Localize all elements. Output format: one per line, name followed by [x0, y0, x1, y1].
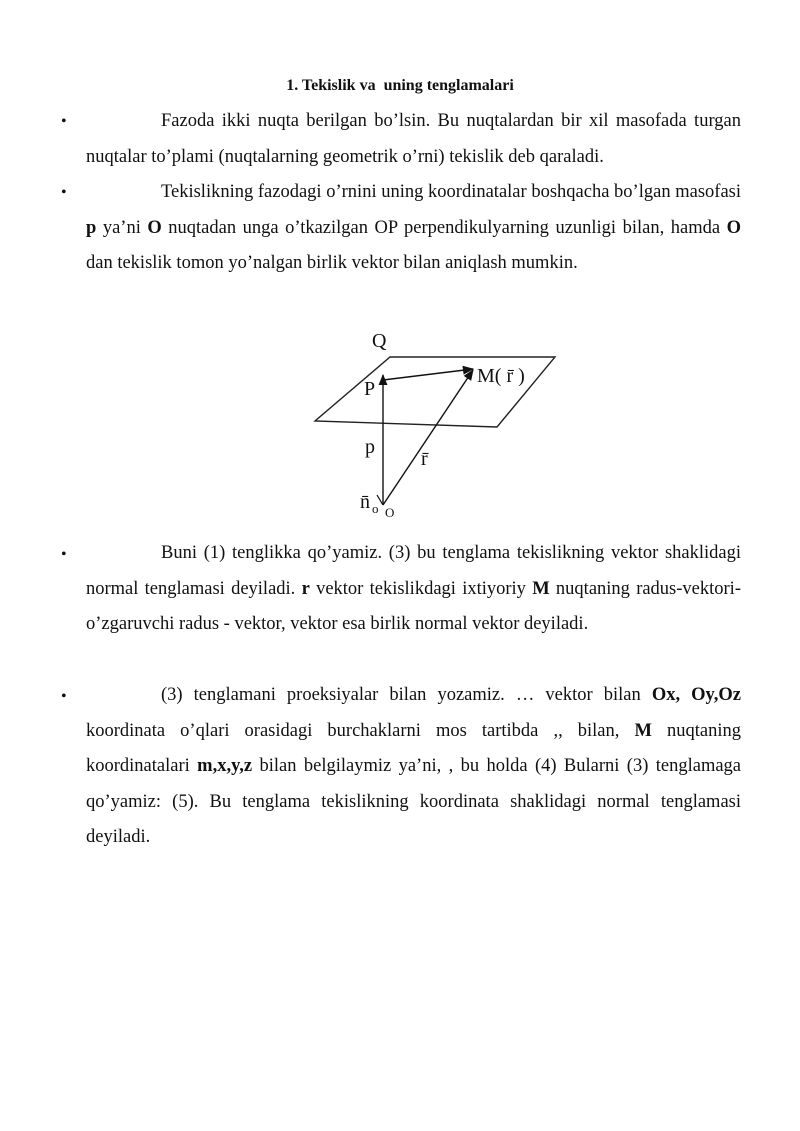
- label-r: r̄: [421, 448, 428, 470]
- r-vector-line: [383, 370, 473, 505]
- paragraph-4: [86, 678, 741, 856]
- text-run: nuqtaning koordinatalari: [86, 720, 741, 776]
- text-run: Tekislikning fazodagi o’rnini uning koordinatalar boshqacha bo’lgan masofasi: [161, 182, 741, 202]
- bold-term: O: [726, 217, 741, 238]
- text-run: Fazoda ikki nuqta berilgan bo’lsin. Bu nuqtalardan bir xil masofada turgan nuqtalar to’plami (nuqtalarning geometrik o’rni) tekislik deb qaraladi.: [86, 111, 741, 167]
- text-run: bilan belgilaymiz ya’ni, , bu holda (4) Bularni (3) tenglamaga qo’yamiz: (5). Bu tenglama tekislikning koordinata shaklidagi normal tenglamasi deyiladi.: [86, 756, 742, 847]
- text-run: nuqtaning radus-vektori-o’zgaruvchi radus - vektor, vektor esa birlik normal vektor deyiladi.: [86, 578, 741, 634]
- label-p-point: P: [364, 378, 376, 400]
- bold-term: M: [634, 720, 652, 741]
- label-q: Q: [372, 330, 387, 352]
- bullet-1: •: [61, 113, 67, 130]
- bold-term: O: [147, 217, 162, 238]
- bold-term: Ox, Oy,Oz: [651, 685, 741, 705]
- paragraph-2: [86, 175, 741, 282]
- label-m: M( r̄ ): [477, 365, 525, 387]
- bold-term: p: [86, 217, 97, 238]
- text-run: Buni (1) tenglikka qo’yamiz. (3) bu tenglama tekislikning vektor shaklidagi normal tenglamasi deyiladi.: [86, 543, 741, 599]
- label-n: n̄: [360, 491, 370, 513]
- label-n-subscript: o: [372, 501, 379, 516]
- paragraph-3: [86, 536, 741, 643]
- text-run: koordinata o’qlari orasidagi burchaklarni mos tartibda ,, bilan,: [86, 720, 635, 741]
- text-run: dan tekislik tomon yo’nalgan birlik vektor bilan aniqlash mumkin.: [86, 253, 578, 273]
- plane-vector-diagram: [305, 325, 575, 525]
- bold-term: r: [301, 578, 310, 599]
- paragraph-1: [86, 104, 741, 175]
- text-run: vektor tekislikdagi ixtiyoriy: [309, 578, 533, 599]
- text-run: ya’ni: [96, 217, 148, 238]
- page-title: 1. Tekislik va uning tenglamalari: [286, 77, 514, 94]
- label-p-length: p: [365, 436, 375, 458]
- diagram-svg: [305, 325, 575, 525]
- text-run: nuqtadan unga o’tkazilgan OP perpendikulyarning uzunligi bilan, hamda: [161, 217, 727, 238]
- bold-term: m,x,y,z: [197, 756, 253, 776]
- text-run: (3) tenglamani proeksiyalar bilan yozamiz. … vektor bilan: [161, 685, 652, 705]
- bullet-2: •: [61, 184, 67, 201]
- label-o: O: [385, 505, 395, 520]
- bullet-3: •: [61, 546, 67, 563]
- bold-term: M: [532, 578, 550, 599]
- bullet-4: •: [61, 688, 67, 705]
- pm-vector-line: [383, 369, 473, 380]
